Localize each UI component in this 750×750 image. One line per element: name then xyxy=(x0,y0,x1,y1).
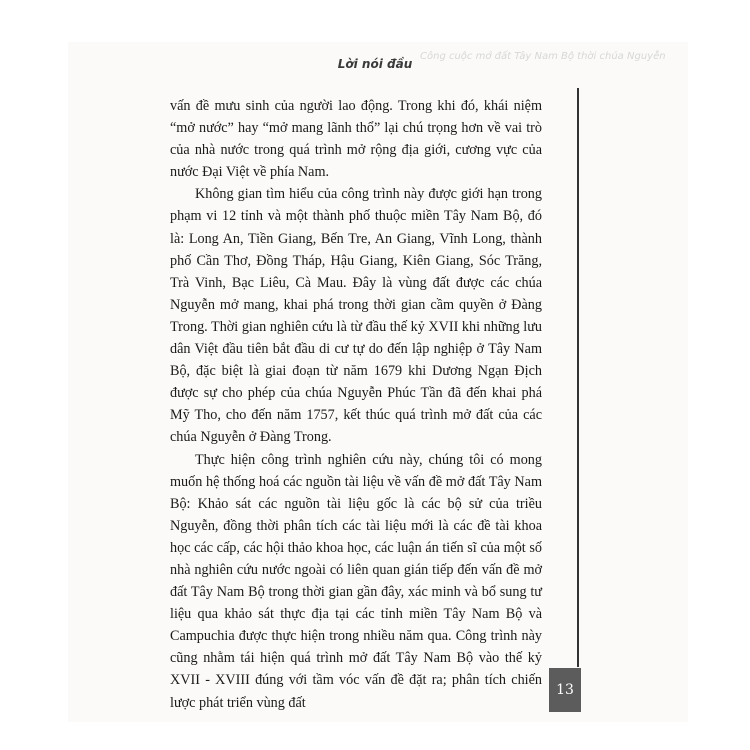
body-text xyxy=(170,95,542,714)
vertical-margin-rule xyxy=(577,88,579,667)
page-number: 13 xyxy=(556,682,574,698)
running-header: Lời nói đầu xyxy=(337,57,413,71)
paragraph-3: Thực hiện công trình nghiên cứu này, chúng tôi có mong muốn hệ thống hoá các nguồn tài liệu về vấn đề mở đất Tây Nam Bộ: Khảo sát các nguồn tài liệu gốc là các bộ sử của triều Nguyễn, đồng thời phân tích các tài liệu mới là các đề tài khoa học các cấp, các hội thảo khoa học, các luận án tiến sĩ của một số nhà nghiên cứu nước ngoài có liên quan gián tiếp đến vấn đề mở đất Tây Nam Bộ trong thời gian gần đây, xác minh và bổ sung tư liệu qua khảo sát thực địa tại các tỉnh miền Tây Nam Bộ và Campuchia được thực hiện trong nhiều năm qua. Công trình này cũng nhằm tái hiện quá trình mở đất Tây Nam Bộ vào thế kỷ XVII - XVIII đúng với tầm vóc vấn đề đặt ra; phân tích chiến lược phát triển vùng đất xyxy=(170,451,542,711)
bleed-through-header: Công cuộc mở đất Tây Nam Bộ thời chúa Nguyễn xyxy=(420,51,666,62)
page-number-box xyxy=(549,668,581,712)
paragraph-2: Không gian tìm hiểu của công trình này được giới hạn trong phạm vi 12 tỉnh và một thành phố thuộc miền Tây Nam Bộ, đó là: Long An, Tiền Giang, Bến Tre, An Giang, Vĩnh Long, thành phố Cần Thơ, Đồng Tháp, Hậu Giang, Kiên Giang, Sóc Trăng, Trà Vinh, Bạc Liêu, Cà Mau. Đây là vùng đất được các chúa Nguyễn mở mang, khai phá trong thời gian cầm quyền ở Đàng Trong. Thời gian nghiên cứu là từ đầu thế kỷ XVII khi những lưu dân Việt đầu tiên bắt đầu di cư tự do đến lập nghiệp ở Tây Nam Bộ, đặc biệt là giai đoạn từ năm 1679 khi Dương Ngạn Địch được sự cho phép của chúa Nguyễn Phúc Tần đã đến khai phá Mỹ Tho, cho đến năm 1757, kết thúc quá trình mở đất của các chúa Nguyễn ở Đàng Trong. xyxy=(170,186,542,446)
paragraph-1: vấn đề mưu sinh của người lao động. Trong khi đó, khái niệm “mở nước” hay “mở mang lãnh thổ” lại chú trọng hơn về vai trò của nhà nước trong quá trình mở rộng địa giới, cương vực của nước Đại Việt về phía Nam. xyxy=(170,98,542,181)
